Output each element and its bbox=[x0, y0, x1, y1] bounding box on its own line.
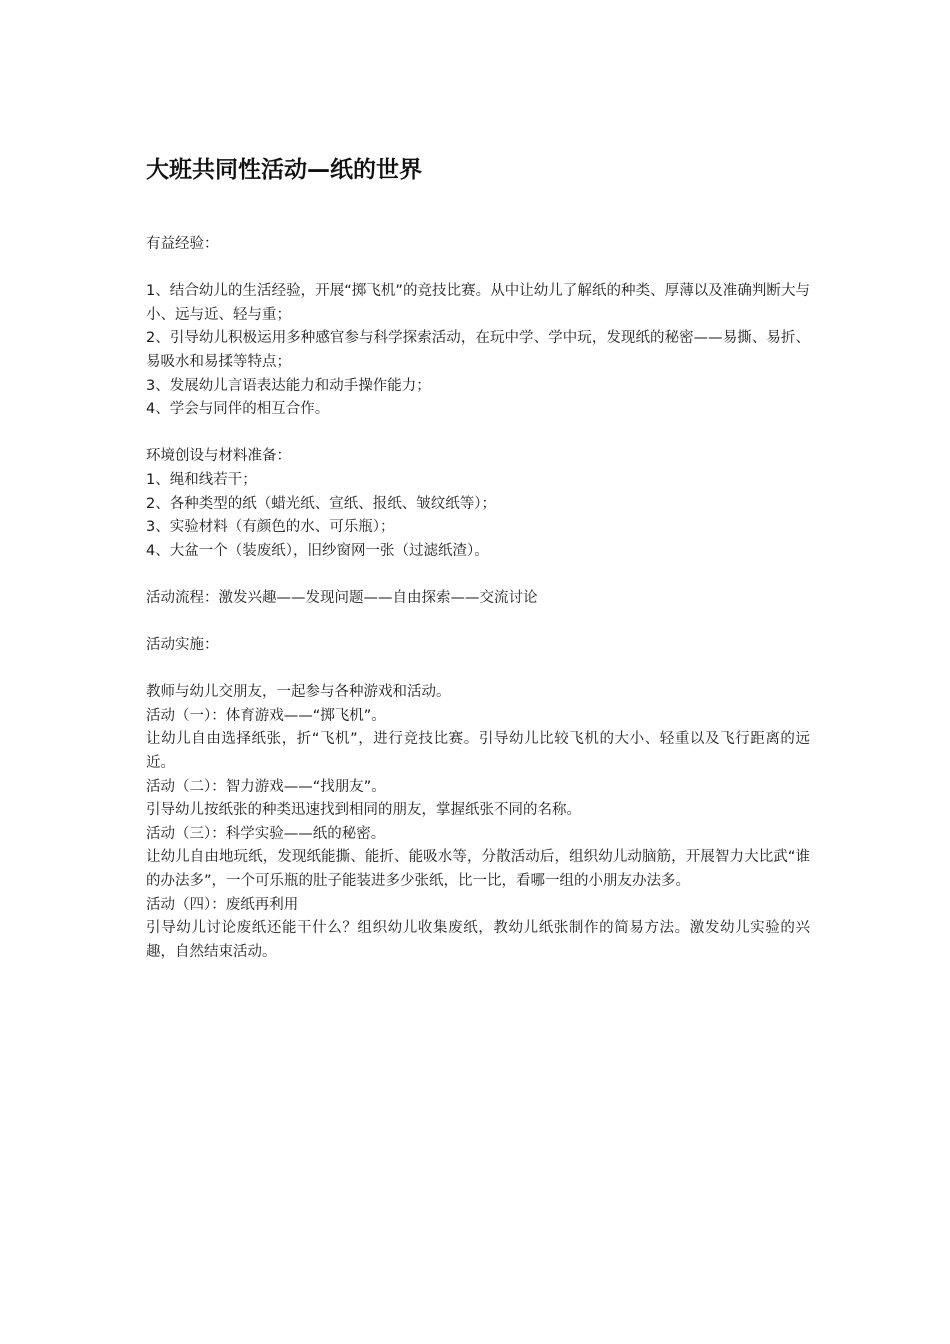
activity-2-title: 活动（二）：智力游戏——“找朋友”。 bbox=[146, 778, 386, 795]
benefit-item: 2、引导幼儿积极运用多种感官参与科学探索活动，在玩中学、学中玩，发现纸的秘密——易撕、易折、易吸水和易揉等特点； bbox=[146, 330, 810, 370]
activity-3-text: 让幼儿自由地玩纸，发现纸能撕、能折、能吸水等，分散活动后，组织幼儿动脑筋，开展智力大比武“谁的办法多”，一个可乐瓶的肚子能装进多少张纸，比一比，看哪一组的小朋友办法多。 bbox=[146, 849, 810, 890]
activity-3-title: 活动（三）：科学实验——纸的秘密。 bbox=[146, 825, 386, 842]
material-item: 3、实验材料（有颜色的水、可乐瓶）； bbox=[146, 519, 395, 536]
activity-4-text: 引导幼儿讨论废纸还能干什么？组织幼儿收集废纸，教幼儿纸张制作的简易方法。激发幼儿实验的兴趣，自然结束活动。 bbox=[146, 920, 810, 960]
material-item: 1、绳和线若干； bbox=[146, 471, 257, 488]
activity-1-title: 活动（一）：体育游戏——“掷飞机”。 bbox=[146, 707, 386, 724]
material-item: 2、各种类型的纸（蜡光纸、宣纸、报纸、皱纹纸等）； bbox=[146, 495, 496, 512]
document-body bbox=[146, 233, 810, 964]
benefit-item: 4、学会与同伴的相互合作。 bbox=[146, 401, 330, 418]
spacer bbox=[146, 422, 810, 446]
activity-2-text: 引导幼儿按纸张的种类迅速找到相同的朋友，掌握纸张不同的名称。 bbox=[146, 802, 581, 819]
spacer bbox=[146, 563, 810, 587]
implementation-heading: 活动实施： bbox=[146, 637, 219, 654]
activity-4-title: 活动（四）：废纸再利用 bbox=[146, 896, 299, 913]
material-item: 4、大盆一个（装废纸），旧纱窗网一张（过滤纸渣）。 bbox=[146, 542, 489, 559]
spacer bbox=[146, 257, 810, 281]
activity-1-text: 让幼儿自由选择纸张，折“飞机”，进行竞技比赛。引导幼儿比较飞机的大小、轻重以及飞行距离的远近。 bbox=[146, 731, 810, 772]
implementation-intro: 教师与幼儿交朋友，一起参与各种游戏和活动。 bbox=[146, 684, 451, 701]
benefits-heading: 有益经验： bbox=[146, 236, 219, 252]
process-line: 活动流程：激发兴趣——发现问题——自由探索——交流讨论 bbox=[146, 589, 538, 606]
spacer bbox=[146, 658, 810, 682]
materials-heading: 环境创设与材料准备： bbox=[146, 448, 291, 465]
spacer bbox=[146, 611, 810, 635]
benefit-item: 3、发展幼儿言语表达能力和动手操作能力； bbox=[146, 377, 431, 394]
benefit-item: 1、结合幼儿的生活经验，开展“掷飞机”的竞技比赛。从中让幼儿了解纸的种类、厚薄以及准确判断大与小、远与近、轻与重； bbox=[146, 283, 810, 323]
document-title: 大班共同性活动—纸的世界 bbox=[146, 157, 422, 183]
